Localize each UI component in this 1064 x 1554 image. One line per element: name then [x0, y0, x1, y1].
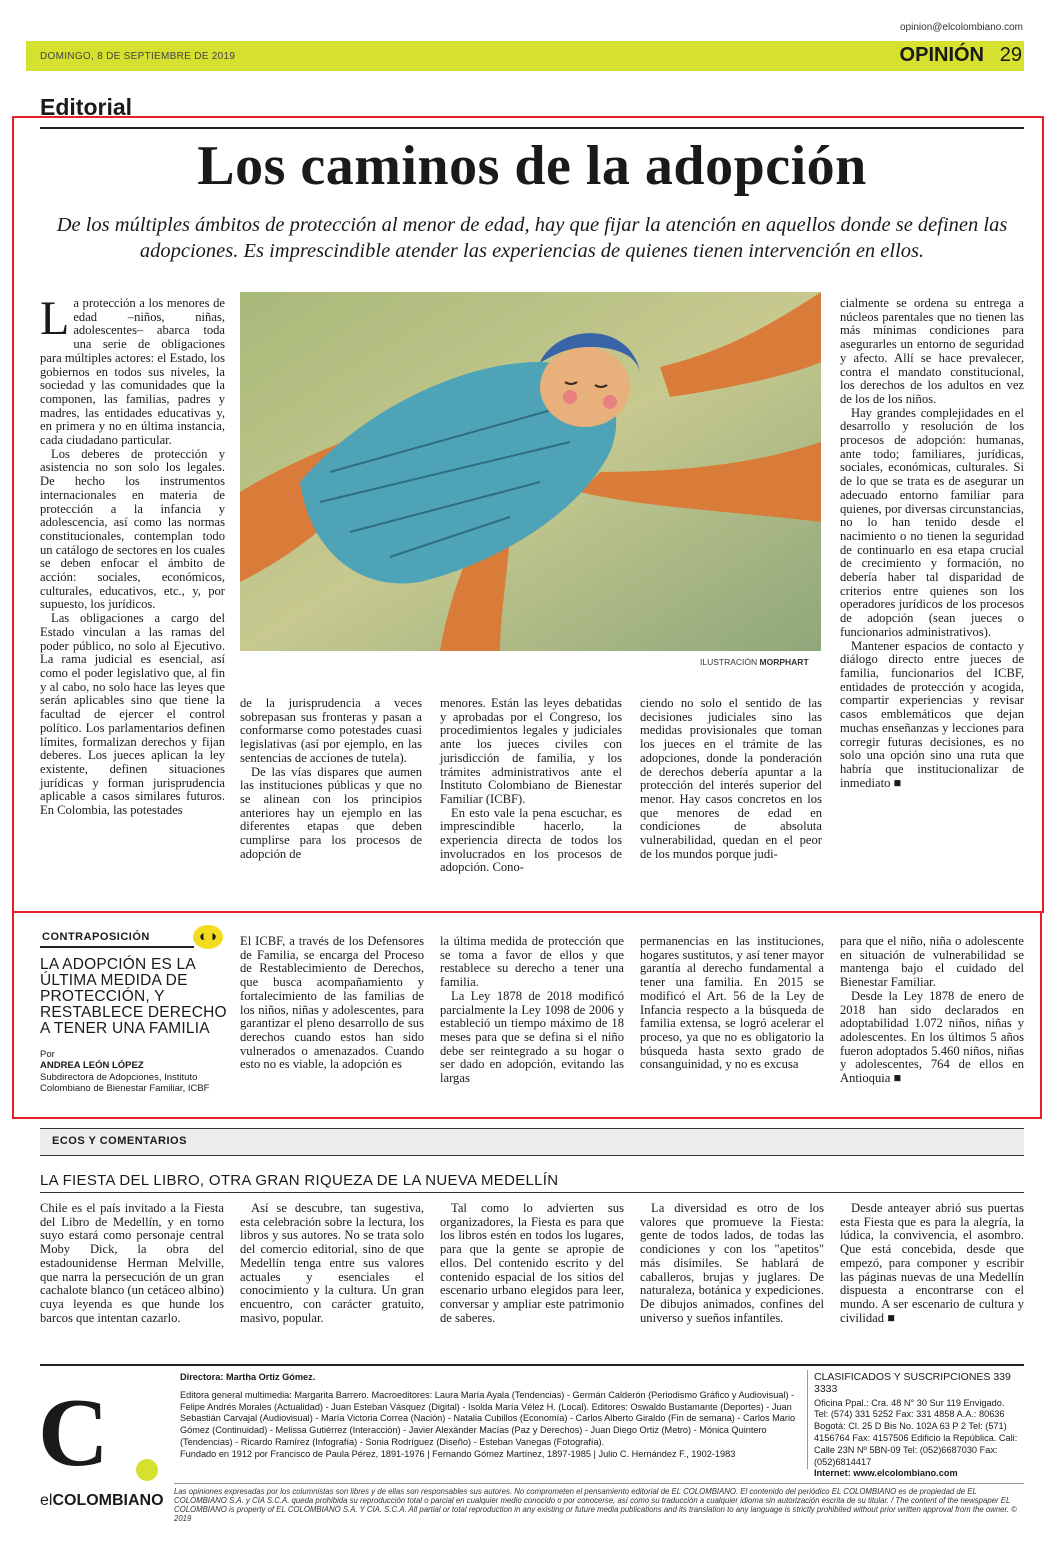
- paragraph: Tal como lo advierten sus organizadores, la Fiesta es para que los libros estén en todos los lugares, para que la gente se apropie de ellos. Del contenido escrito y del contenido espacial de los sitios del escenario urbano elegidos para leer, conversar y ampliar este patrimonio de saberes.: [440, 1201, 624, 1325]
- paragraph: Mantener espacios de contacto y diálogo directo entre jueces de familia, funcionarios del ICBF, entidades de protección y acogida, compartir experiencias y revisar casos emblemáticos que dejan muchas enseñanzas y lecciones para corregir futuras decisiones, es no solo una opción sino una ruta que habría que institucionalizar de inmediato ■: [840, 638, 1024, 790]
- paragraph: Desde anteayer abrió sus puertas esta Fiesta que es para la alegría, la lúdica, la convivencia, el asombro. Que está concebida, desde que empezó, para componer y escribir las páginas nuevas de una Medellín dispuesta a encontrarse con el mundo. A ser escenario de cultura y civilidad ■: [840, 1201, 1024, 1325]
- contraposicion-column-2: [440, 935, 624, 1105]
- paragraph: La protección a los menores de edad –niños, niñas, adolescentes– abarca toda una serie de obligaciones para múltiples actores: el Estado, los gobiernos en todos sus niveles, la sociedad y las comunidades que la componen, las familias, padres y madres, las entidades educativas y, en primera y no en última instancia, cada ciudadano particular.: [40, 292, 225, 448]
- contraposicion-label: CONTRAPOSICIÓN: [42, 931, 150, 943]
- paragraph: De las vías dispares que aumen las instituciones públicas y que no se alinean con los principios anteriores hay un ejemplo en las diferentes etapas que deben cumplirse para los procesos de adopción de: [240, 764, 422, 861]
- editorial-column-1: [40, 292, 225, 893]
- paragraph: Así se descubre, tan sugestiva, esta celebración sobre la lectura, los libros y sus autores. No se trata solo del comercio editorial, sino de que Medellín tenga entre sus valores actuales y esenciales el conocimiento y la cultura. Un gran encuentro, con carácter gratuito, masivo, popular.: [240, 1201, 424, 1325]
- paragraph: permanencias en las instituciones, hogares sustitutos, y así tener mayor garantía al derecho fundamental a tener una familia. En 2015 se modificó el Art. 56 de la Ley de Infancia respecto a la búsqueda de familia extensa, se logró acelerar el proceso, ya que no es obligatorio la búsqueda hasta sexto grado de consanguinidad, y no es excusa: [640, 934, 824, 1072]
- bogota-cali: Bogotá: Cl. 25 D Bis No. 102A 63 P 2 Tel: (571) 4156764 Fax: 4157506 Edificio la República. Cali: Calle 23N Nº 5BN-09 Tel: (052)6687030 Fax: (052)6814417: [814, 1421, 1018, 1467]
- paragraph: la última medida de protección que se toma a favor de ellos y que restablece su derecho a tener una familia.: [440, 934, 624, 990]
- paragraph: Chile es el país invitado a la Fiesta del Libro de Medellín, y en torno suyo estará como personaje central Moby Dick, la obra del estadounidense Herman Melville, que narra la persecución de un gran cachalote blanco (un cetáceo albino) cuya leyenda es que hunde los barcos que intentan cazarlo.: [40, 1201, 224, 1325]
- directora: Directora: Martha Ortiz Gómez.: [180, 1372, 316, 1382]
- paragraph: cialmente se ordena su entrega a núcleos parentales que no tienen las más mínimas condiciones para asegurarles un entorno de seguridad y afecto. Allí se hace prevalecer, contra el mandato constitucional, los derechos de los adultos en vez de los de los niños.: [840, 296, 1024, 406]
- contraposicion-icon: ◐◑: [193, 925, 223, 949]
- author-name: ANDREA LEÓN LÓPEZ: [40, 1060, 144, 1071]
- editorial-column-4: [640, 697, 822, 893]
- oficina-principal: Oficina Ppal.: Cra. 48 N° 30 Sur 119 Envigado. Tel: (574) 331 5252 Fax: 331 4858 A.A.: 80636: [814, 1397, 1005, 1420]
- paragraph: En esto vale la pena escuchar, es imprescindible hacerlo, la experiencia directa de todos los involucrados en los procesos de adopción. Cono-: [440, 805, 622, 875]
- byline-prefix: Por: [40, 1049, 55, 1060]
- ecos-label: ECOS Y COMENTARIOS: [52, 1135, 187, 1147]
- paragraph: para que el niño, niña o adolescente en situación de vulnerabilidad se mantenga bajo el cuidado del Bienestar Familiar.: [840, 934, 1024, 990]
- paragraph: Hay grandes complejidades en el desarrollo y resolución de los procesos de adopción: humanas, ante todo; familiares, jurídicas, sociales, económicas, culturales. Si de lo que se trata es de asegurar un adecuado entorno familiar para quienes, por diversas circunstancias, no lo han tenido desde el nacimiento o no tienen la seguridad de continuarlo en esa etapa crucial de crecimiento y formación, no debería haber tal disparidad de criterios entre quienes son los operadores jurídicos de los procesos de adopción (sean jueces o funcionarios administrativos).: [840, 405, 1024, 639]
- logo-dot: [136, 1459, 158, 1481]
- ecos-title: LA FIESTA DEL LIBRO, OTRA GRAN RIQUEZA DE LA NUEVA MEDELLÍN: [40, 1172, 559, 1189]
- paragraph: ciendo no solo el sentido de las decisiones judiciales sino las medidas provisionales que toman los jueces en el trámite de las adopciones, donde la ponderación de derechos debería apuntar a la protección del interés superior del menor. Hay casos concretos en los que menores de edad en condiciones de absoluta vulnerabilidad, quedan en el peor de los mundos porque judi-: [640, 696, 822, 861]
- paragraph: Desde la Ley 1878 de enero de 2018 han sido declarados en adoptabilidad 1.072 niños, niñas y adolescentes. En los últimos 5 años fueron adoptados 5.460 niños, niñas y adolescentes, 764 de ellos en Antioquia ■: [840, 988, 1024, 1086]
- editorial-column-3: [440, 697, 622, 893]
- illustration-baby-hands: [240, 292, 821, 651]
- top-rule: [40, 127, 1024, 129]
- editorial-column-2: [240, 697, 422, 893]
- contraposicion-column-1: [240, 935, 424, 1105]
- ecos-rule: [40, 1192, 1024, 1193]
- footer-contact: [814, 1372, 1020, 1480]
- footer-rule: [40, 1364, 1024, 1366]
- ecos-column-4: [640, 1202, 824, 1357]
- paragraph: menores. Están las leyes debatidas y aprobadas por el Congreso, los procedimientos legales y judiciales ante los jueces civiles con jurisdicción de familia, y los trámites administrativos ante el Instituto Colombiano de Bienestar Familiar (ICBF).: [440, 696, 622, 806]
- paragraph: Los deberes de protección y asistencia no son solo los legales. De hecho los instrumentos internacionales en materia de protección a la infancia y adolescencia, así como las normas constitucionales, contemplan todo un catálogo de sectores en los cuales se deben enfocar el ámbito de acción: sociales, económicos, culturales, educativos, etc., y, por supuesto, los jurídicos.: [40, 446, 225, 612]
- website[interactable]: Internet: www.elcolombiano.com: [814, 1468, 958, 1479]
- clasificados: CLASIFICADOS Y SUSCRIPCIONES 339 3333: [814, 1371, 1011, 1395]
- contact-email: opinion@elcolombiano.com: [900, 22, 1023, 33]
- ecos-column-2: [240, 1202, 424, 1357]
- paragraph: Las obligaciones a cargo del Estado vinculan a las ramas del poder público, no solo al Ejecutivo. La rama judicial es esencial, así como el poder legislativo que, al fin y al cabo, no solo hace las leyes que serán aplicables sino que tiene la facultad de ejercer el control político. Los parlamentarios definen límites, formalizan derechos y fijan deberes. Los jueces aplican la ley existente, definen situaciones jurídicas y forman jurisprudencia aplicable a casos similares futuros. En Colombia, las potestades: [40, 611, 225, 818]
- issue-date: DOMINGO, 8 DE SEPTIEMBRE DE 2019: [40, 51, 236, 62]
- footer-staff: [180, 1372, 800, 1461]
- editorial-label: Editorial: [40, 94, 133, 116]
- paragraph: El ICBF, a través de los Defensores de Familia, se encarga del Proceso de Restablecimiento de Derechos, que busca acompañamiento y fortalecimiento de las familias de los niños, niñas y adolescentes, para garantizar el pleno desarrollo de sus derechos cuando estos han sido vulnerados o amenazados. Cuando esto no es viable, la adopción es: [240, 934, 424, 1072]
- staff-list: Editora general multimedia: Margarita Barrero. Macroeditores: Laura María Ayala (Tendencias) - Germán Calderón (Periodismo Gráfico y Audiovisual) - Felipe Andrés Morales (Actualidad) - Juan Esteban Vásquez (Digital) - Isolda María Vélez H. (Local). Editores: Oswaldo Bustamante (Deportes) - Juan Sebastián Carvajal (Audiovisual) - María Victoria Correa (Nación) - Natalia Cubillos (Economía) - Carlos Alberto Giraldo (Fin de semana) - Carlos Mario Gómez (Continuidad) - Melissa Gutiérrez (Interacción) - Javier Alexánder Macías (Paz y Derechos) - Juan Diego Ortiz (Metro) - Mónica Quintero (Tendencias) - Ricardo Ramírez (Infografía) - Sonia Rodríguez (Diseño) - Esteban Vanegas (Fotografía).: [180, 1389, 796, 1447]
- contraposicion-column-3: [640, 935, 824, 1105]
- author-role: Subdirectora de Adopciones, Instituto Colombiano de Bienestar Familiar, ICBF: [40, 1072, 210, 1094]
- contraposicion-rule: [40, 946, 194, 948]
- contraposicion-column-4: [840, 935, 1024, 1105]
- headline: Los caminos de la adopción: [197, 135, 867, 197]
- page-number: 29: [999, 44, 1022, 66]
- ecos-column-3: [440, 1202, 624, 1357]
- paragraph: La Ley 1878 de 2018 modificó parcialmente la Ley 1098 de 2006 y estableció un tiempo máximo de 18 meses para que se defina si el niño debe ser reintegrado a su hogar o ser dado en adopción, evitando las largas: [440, 988, 624, 1086]
- legal-disclaimer: Las opiniones expresadas por los columnistas son libres y de ellas son responsables sus autores. No comprometen el pensamiento editorial de EL COLOMBIANO. El contenido del periódico EL COLOMBIANO es de propiedad de EL COLOMBIANO S.A. y CIA S.C.A. queda prohibida su reproducción total o parcial en cualquier medio conocido o por conocerse, así como su traducción a cualquier idioma sin autorización escrita de su titular. / The content of the newspaper EL COLOMBIANO is property of EL COLOMBIANO S.A. Y CIA. S.C.A. All partial or total reproduction in any existing or future media publications and its translation to any language is strictly prohibited without prior written approval from the owner. © 2019: [174, 1483, 1024, 1523]
- founders: Fundado en 1912 por Francisco de Paula Pérez, 1891-1976 | Fernando Gómez Martínez, 1897-1985 | Julio C. Hernández F., 1902-1983: [180, 1448, 736, 1459]
- ecos-header-box: [40, 1128, 1024, 1156]
- section-name: OPINIÓN: [899, 44, 984, 66]
- ecos-column-5: [840, 1202, 1024, 1357]
- logo-letter: C: [38, 1379, 109, 1487]
- logo-wordmark: elCOLOMBIANO: [40, 1492, 164, 1509]
- deck: De los múltiples ámbitos de protección al menor de edad, hay que fijar la atención en aquellos donde se definen las adopciones. Es imprescindible atender las experiencias de quienes tienen intervención en ellos.: [56, 214, 1008, 262]
- paragraph: La diversidad es otro de los valores que promueve la Fiesta: gente de todos lados, de todas las condiciones y con los "apetitos" más disímiles. Se hablará de caballeros, brujas y juglares. De naturaleza, botánica y expediciones. De dibujos animados, confines del universo y sueños infantiles.: [640, 1201, 824, 1325]
- editorial-column-5: [840, 297, 1024, 893]
- illustration-credit: ILUSTRACIÓN MORPHART: [700, 657, 809, 667]
- contraposicion-title: LA ADOPCIÓN ES LA ÚLTIMA MEDIDA DE PROTECCIÓN, Y RESTABLECE DERECHO A TENER UNA FAMILIA: [40, 956, 227, 1037]
- paragraph: de la jurisprudencia a veces sobrepasan sus fronteras y pasan a conformarse como potestades cuasi legislativas (así por ejemplo, en las sentencias de acciones de tutela).: [240, 696, 422, 765]
- ecos-column-1: [40, 1202, 224, 1357]
- drop-cap: L: [40, 292, 70, 345]
